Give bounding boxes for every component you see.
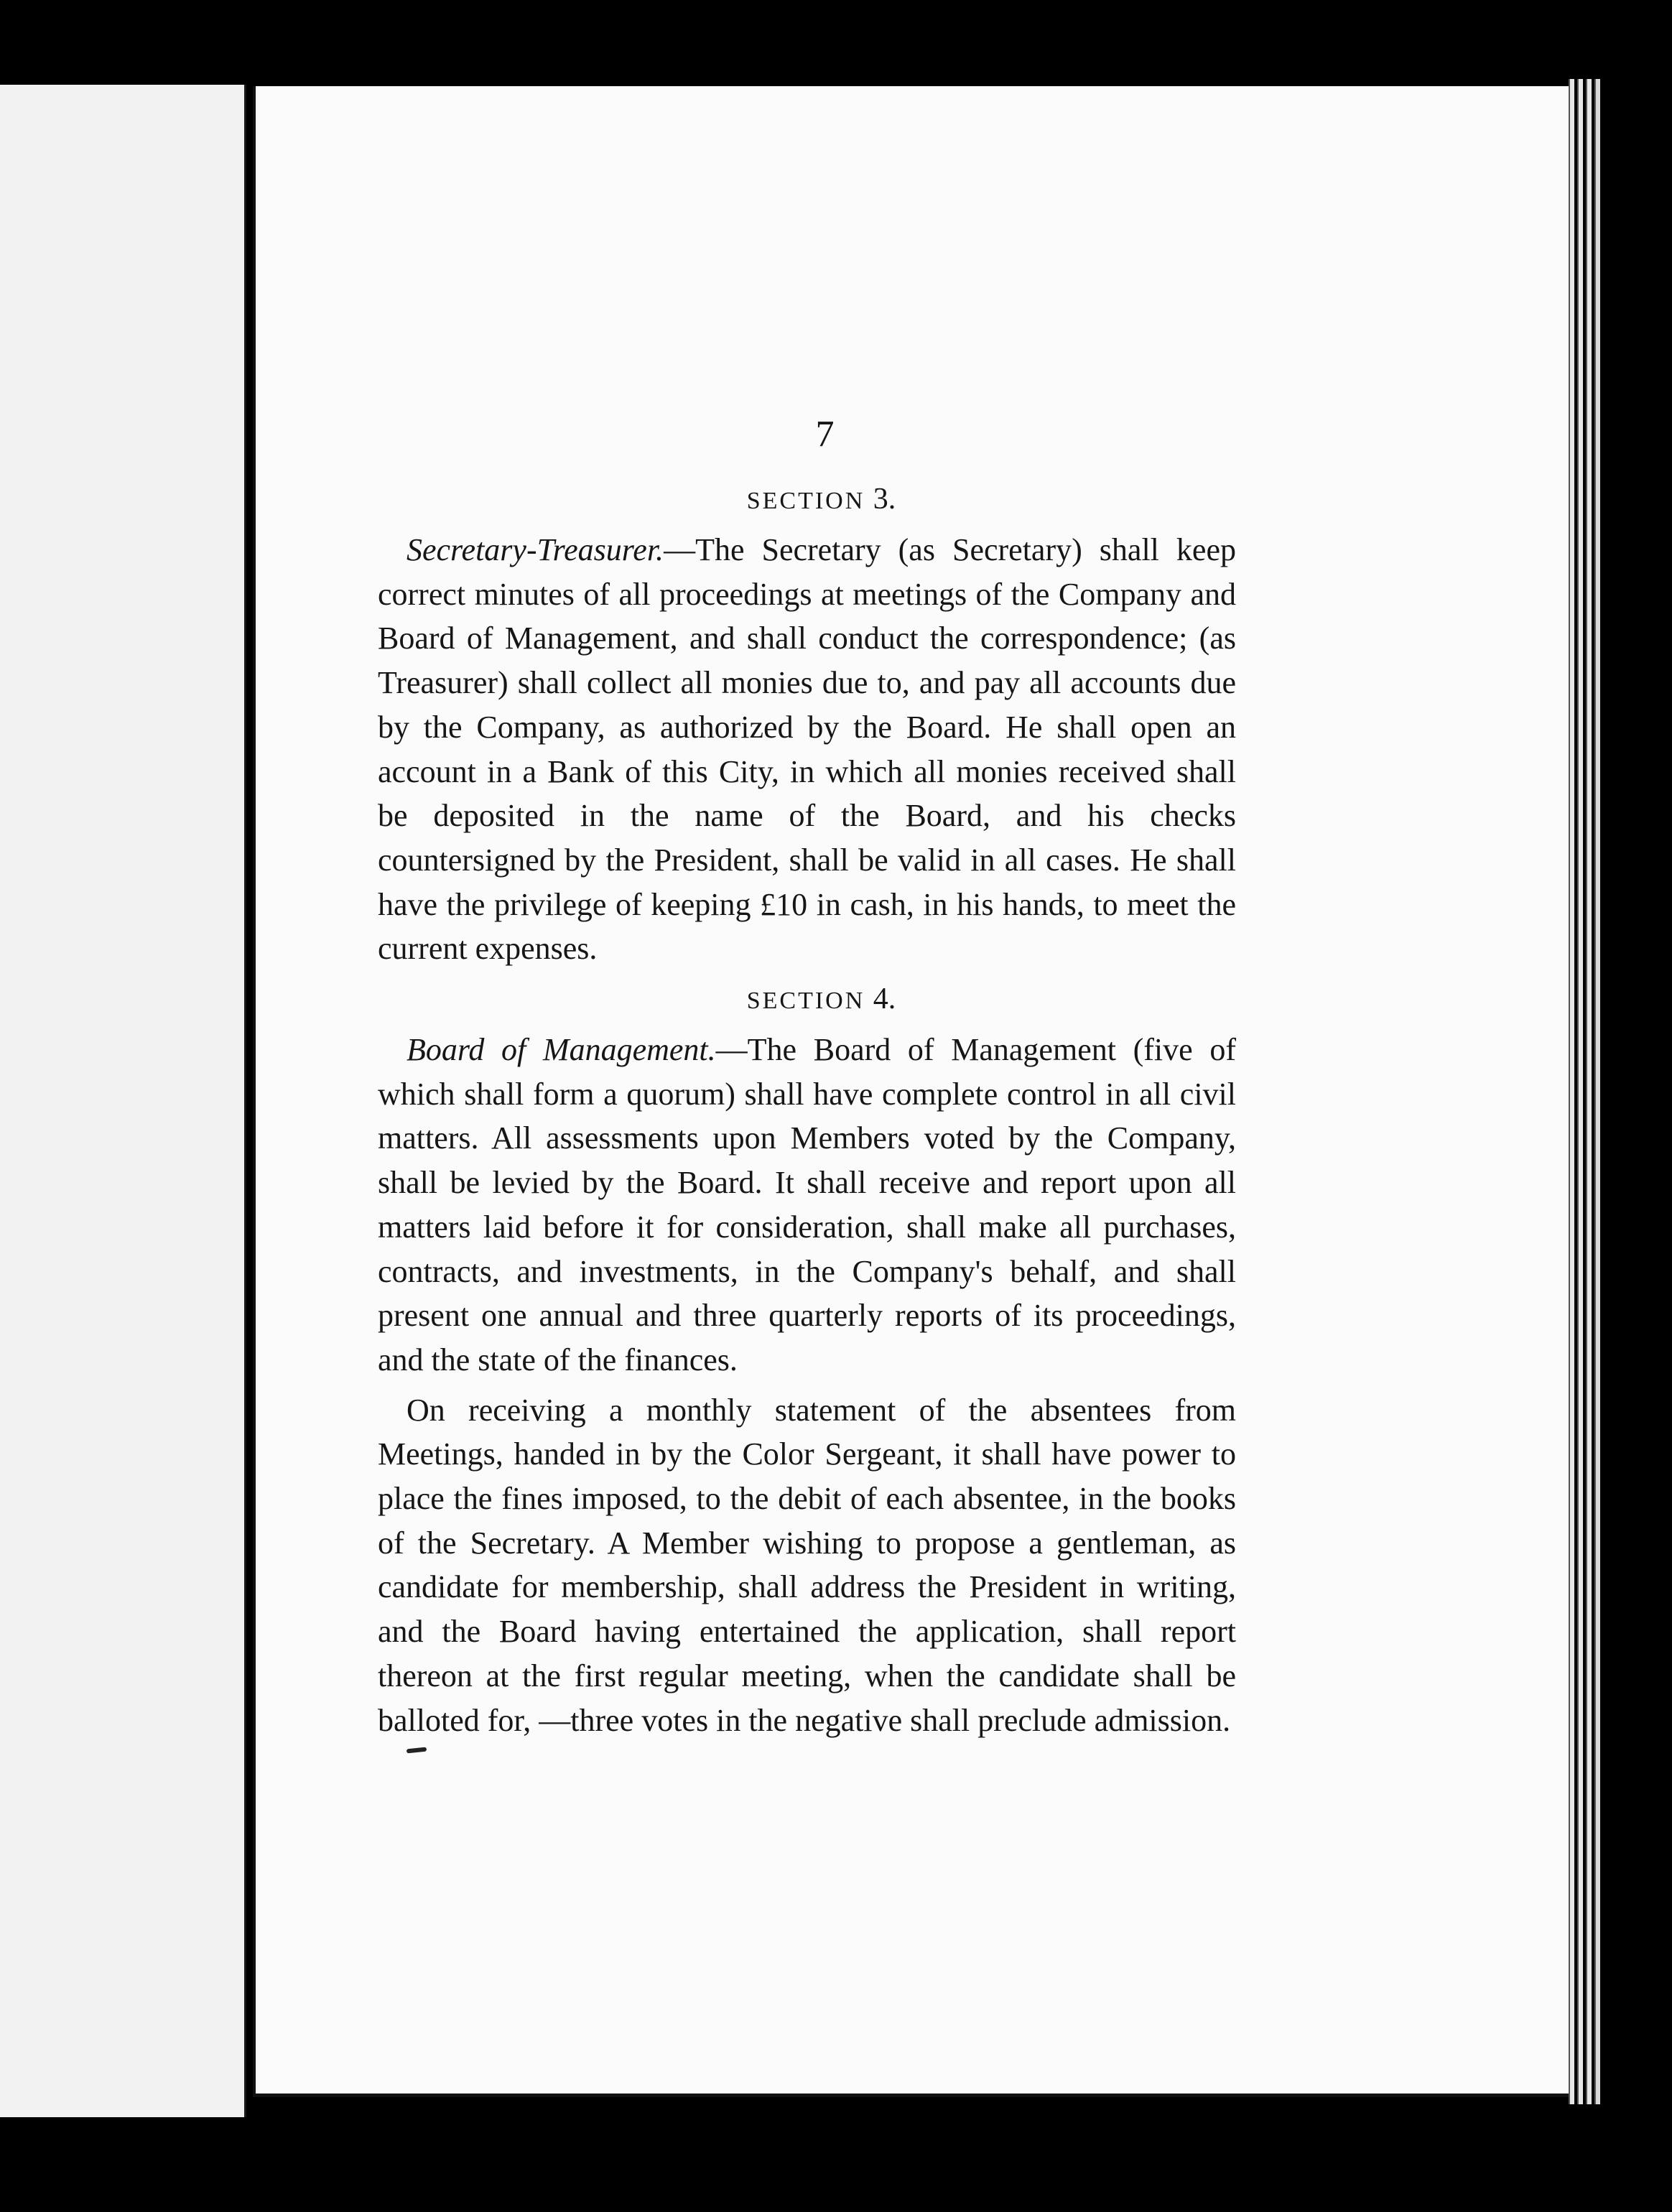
ink-mark [407, 1747, 427, 1754]
page-body [378, 323, 1236, 1752]
page-edge [1594, 79, 1600, 2104]
page-number: 7 [815, 414, 835, 455]
section-4-title: Board of Management. [407, 1032, 716, 1068]
section-3-paragraph [378, 528, 1236, 971]
section-heading-3 [378, 481, 1236, 519]
page-edge [1577, 79, 1583, 2104]
section-label: SECTION [746, 988, 865, 1015]
section-number: 4. [873, 982, 896, 1016]
section-4-paragraph [378, 1028, 1236, 1382]
section-3-text: —The Secretary (as Secretary) shall keep correct minutes of all proceedings at meetings of the Company and Board of Management, and shall conduct the correspondence; (as Treasurer) shall collect all monies due to, and pay all accounts due by the Company, as authorized by the Board. He shall open an account in a Bank of this City, in which all monies received shall be deposited in the name of the Board, and his checks countersigned by the President, shall be valid in all cases. He shall have the privilege of keeping £10 in cash, in his hands, to meet the current expenses. [378, 532, 1236, 967]
section-label: SECTION [746, 488, 865, 514]
section-number: 3. [873, 483, 896, 516]
section-4-paragraph-2: On receiving a monthly statement of the absentees from Meetings, handed in by the Color Sergeant, it shall have power to place the fines imposed, to the debit of each absentee, in the books of the Secretary. A Member wishing to propose a gentleman, as candidate for membership, shall address the President in writing, and the Board having entertained the application, shall report thereon at the first regular meeting, when the candidate shall be balloted for, —three votes in the negative shall preclude admission. [378, 1392, 1236, 1738]
section-3-title: Secretary-Treasurer. [407, 532, 664, 567]
section-heading-4 [378, 981, 1236, 1019]
printed-page [253, 86, 1569, 2097]
page-edge [1586, 79, 1592, 2104]
left-blank-page [0, 85, 246, 2117]
section-4-text: —The Board of Management (five of which shall form a quorum) shall have complete control in all civil matters. All assessments upon Members voted by the Company, shall be levied by the Board. It shall receive and report upon all matters laid before it for consideration, shall make all purchases, contracts, and investments, in the Company's behalf, and shall present one annual and three quarterly reports of its proceedings, and the state of the finances. [378, 1032, 1236, 1377]
page-edge [1569, 79, 1574, 2104]
